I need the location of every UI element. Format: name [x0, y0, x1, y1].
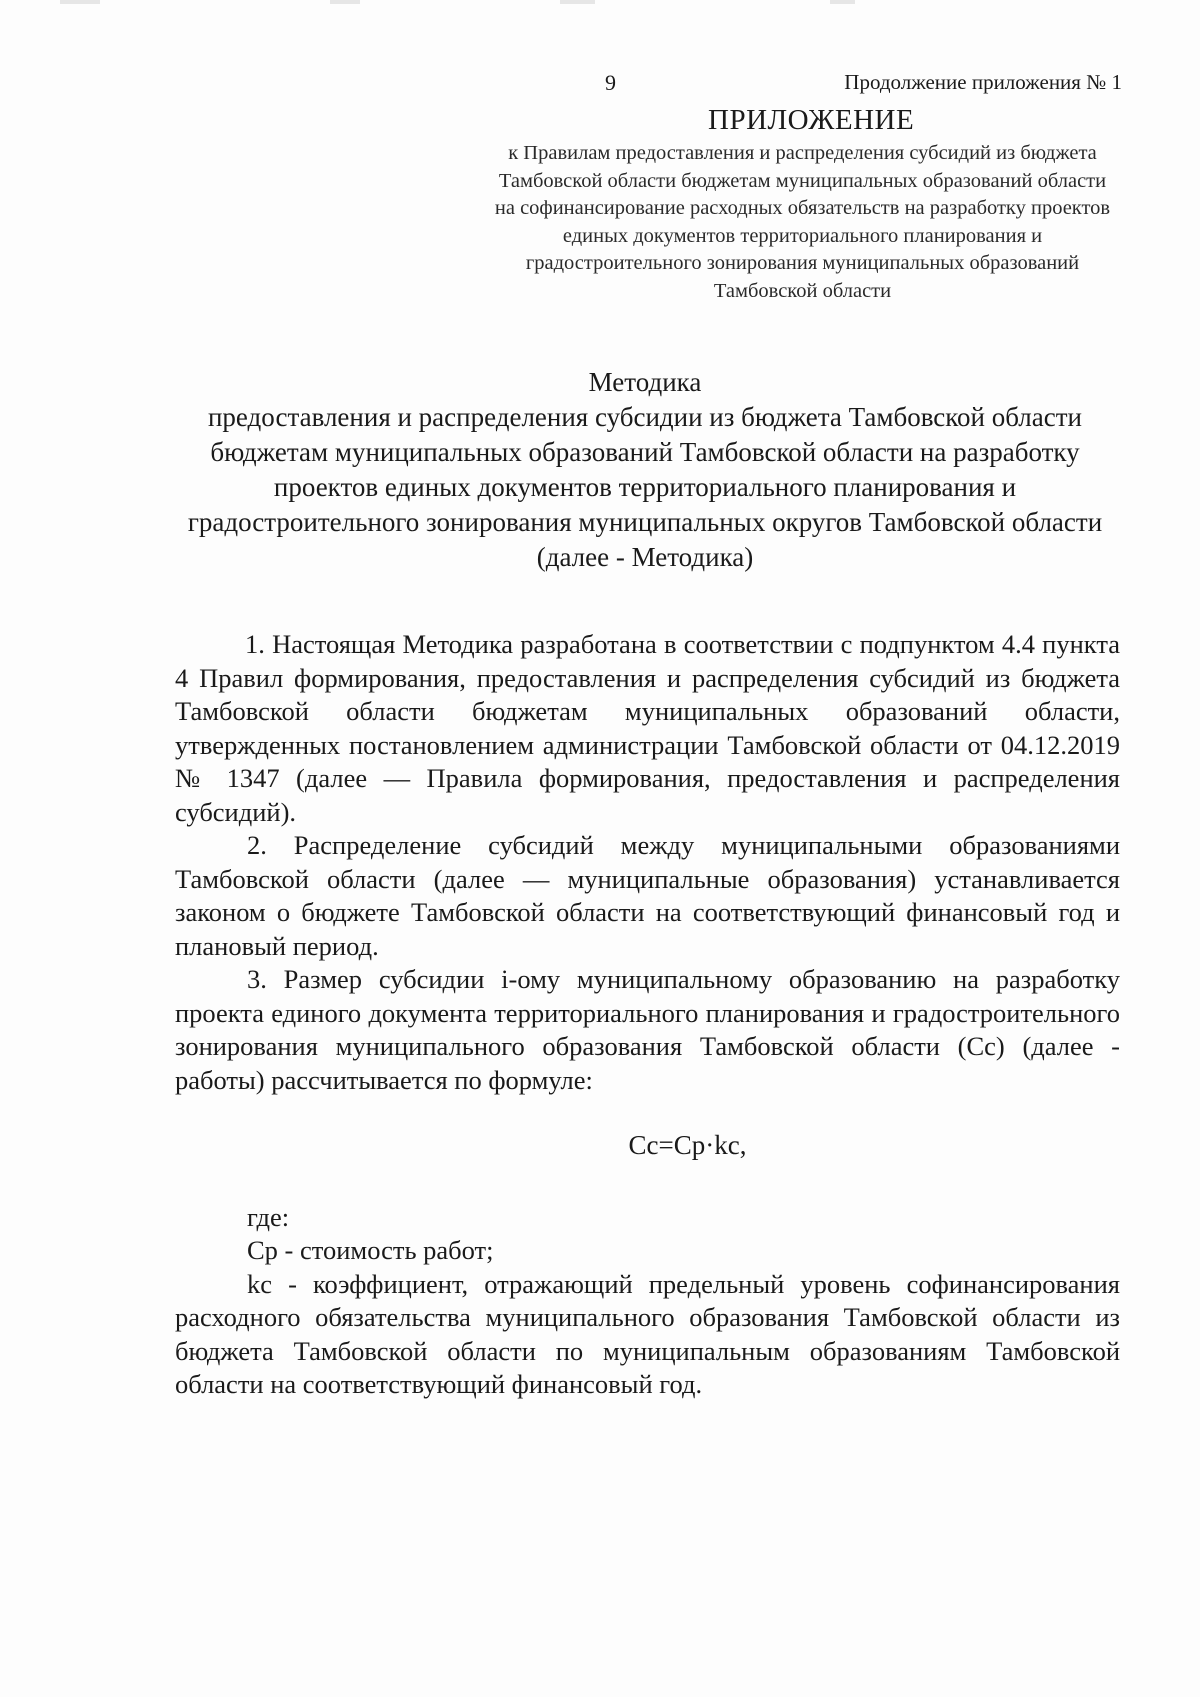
- formula: Cc=Cp·kc,: [628, 1130, 747, 1160]
- appendix-subtitle: к Правилам предоставления и распределения субсидий из бюджета Тамбовской области бюджетам муниципальных образований области на софинансирование расходных обязательств на разработку проектов единых документов территориального планирования и градостроительного зонирования муниципальных образований Тамбовской области: [494, 142, 1111, 302]
- paragraph-3: 3. Размер субсидии i-ому муниципальному образованию на разработку проекта единого документа территориального планирования и градостроительного зонирования муниципального образования Тамбовской области (Cc) (далее - работы) рассчитывается по формуле:: [175, 964, 1120, 1095]
- definition-kc: kc - коэффициент, отражающий предельный уровень софинансирования расходного обязательства муниципального образования Тамбовской области из бюджета Тамбовской области по муниципальным образованиям Тамбовской области на соответствующий финансовый год.: [175, 1268, 1120, 1399]
- method-note: (далее - Методика): [536, 542, 754, 572]
- scan-artifact: [60, 0, 100, 4]
- paragraph-1: 1. Настоящая Методика разработана в соответствии с подпунктом 4.4 пункта 4 Правил формирования, предоставления и распределения субсидий из бюджета Тамбовской области бюджетам муниципальных образований области, утвержденных постановлением администрации Тамбовской области от 04.12.2019 № 1347 (далее — Правила формирования, предоставления и распределения субсидий).: [175, 629, 1120, 827]
- document-body: [175, 628, 1120, 1402]
- continuation-label: Продолжение приложения № 1: [844, 70, 1122, 94]
- page-number: 9: [605, 70, 616, 95]
- definition-cp: Cp - стоимость работ;: [247, 1235, 494, 1265]
- appendix-title: ПРИЛОЖЕНИЕ: [708, 104, 915, 136]
- method-title: Методика: [588, 367, 702, 397]
- paragraph-2: 2. Распределение субсидий между муниципальными образованиями Тамбовской области (далее — муниципальные образования) устанавливается законом о бюджете Тамбовской области на соответствующий финансовый год и плановый период.: [175, 830, 1120, 961]
- scan-artifact: [830, 0, 855, 4]
- scan-artifact: [330, 0, 360, 4]
- method-heading: [170, 365, 1120, 575]
- method-subtitle: предоставления и распределения субсидии из бюджета Тамбовской области бюджетам муниципальных образований Тамбовской области на разработку проектов единых документов территориального планирования и градостроительного зонирования муниципальных округов Тамбовской области: [187, 402, 1103, 537]
- where-label: где:: [247, 1201, 290, 1232]
- scan-artifact: [560, 0, 595, 4]
